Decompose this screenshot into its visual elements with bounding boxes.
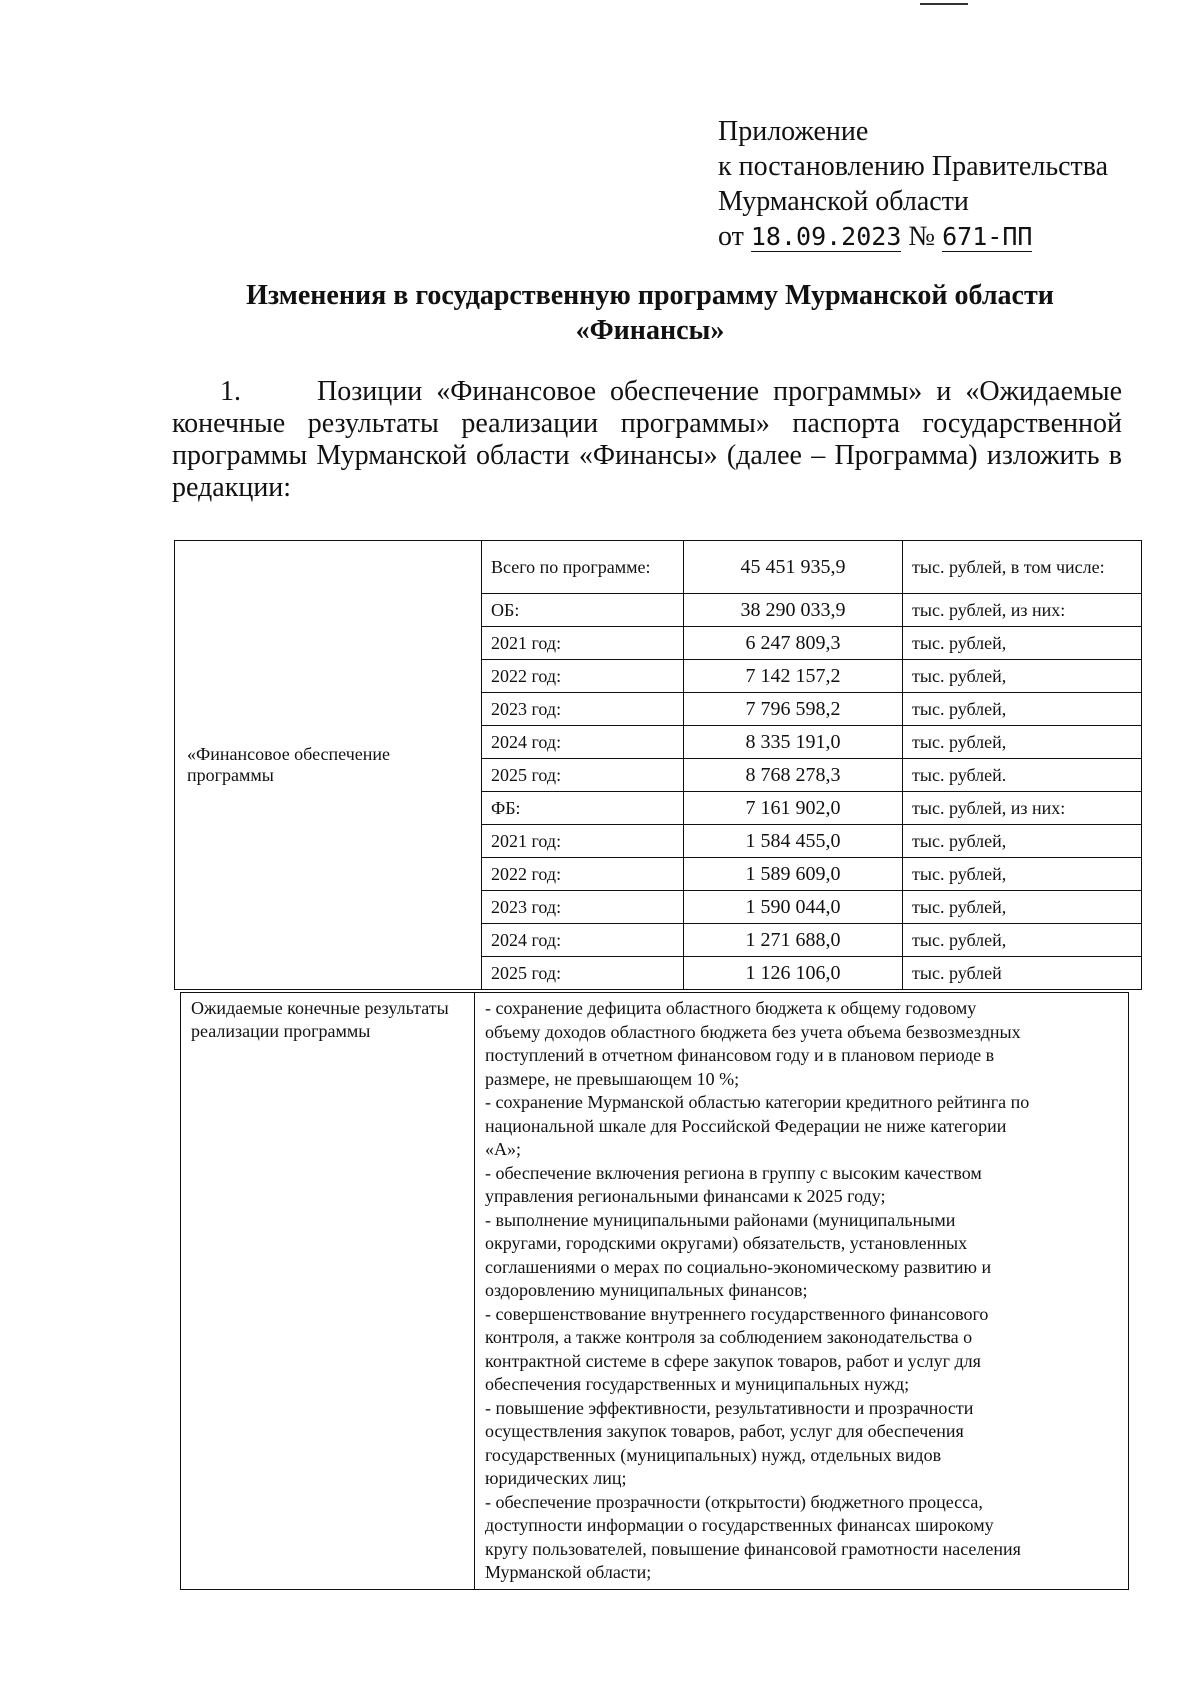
results-line: объему доходов областного бюджета без учета объема безвозмездных — [485, 1021, 1021, 1042]
finance-row-value: 6 247 809,3 — [684, 627, 903, 660]
number-sign: № — [908, 221, 936, 252]
paragraph-number: 1. — [220, 376, 241, 407]
results-line: обеспечения государственных и муниципальных нужд; — [485, 1374, 910, 1394]
results-table — [180, 992, 1129, 1590]
finance-row-name: 2021 год: — [482, 627, 684, 660]
title-line-2: «Финансы» — [575, 315, 725, 346]
finance-row-unit: тыс. рублей, — [903, 891, 1142, 924]
finance-row-unit: тыс. рублей, в том числе: — [903, 541, 1142, 594]
appendix-date: 18.09.2023 — [750, 222, 902, 251]
finance-row-name: 2023 год: — [482, 891, 684, 924]
finance-row-name: 2025 год: — [482, 957, 684, 990]
finance-row-name: ОБ: — [482, 594, 684, 627]
finance-row-name: 2022 год: — [482, 858, 684, 891]
finance-row-value: 7 796 598,2 — [684, 693, 903, 726]
results-line: юридических лиц; — [485, 1468, 627, 1488]
finance-row-name: 2024 год: — [482, 726, 684, 759]
results-line: - сохранение Мурманской областью категории кредитного рейтинга по — [485, 1092, 1030, 1112]
title-line-1: Изменения в государственную программу Мурманской области — [246, 280, 1054, 311]
results-line: соглашениями о мерах по социально-экономическому развитию и — [485, 1256, 992, 1277]
finance-row-name: 2025 год: — [482, 759, 684, 792]
results-line: Мурманской области; — [485, 1562, 652, 1582]
finance-row-unit: тыс. рублей, — [903, 693, 1142, 726]
results-text — [475, 993, 1129, 1590]
appendix-line-1: Приложение — [718, 116, 869, 147]
finance-row-name: 2021 год: — [482, 825, 684, 858]
appendix-block — [718, 114, 1108, 254]
results-line: контроля, а также контроля за соблюдением законодательства о — [485, 1327, 973, 1347]
results-line: оздоровлению муниципальных финансов; — [485, 1280, 808, 1300]
results-line: - выполнение муниципальными районами (муниципальными — [485, 1209, 956, 1230]
results-line: управления региональными финансами к 2025 году; — [485, 1186, 886, 1206]
results-line: «А»; — [485, 1139, 521, 1159]
results-line: размере, не превышающем 10 %; — [485, 1068, 740, 1089]
results-line: - обеспечение включения региона в группу с высоким качеством — [485, 1162, 982, 1183]
finance-table — [174, 540, 1142, 990]
results-line: округами, городскими округами) обязательств, установленных — [485, 1233, 968, 1253]
finance-row-value: 1 126 106,0 — [684, 957, 903, 990]
document-title — [170, 278, 1130, 348]
results-line: кругу пользователей, повышение финансовой грамотности населения — [485, 1538, 1021, 1559]
finance-row-unit: тыс. рублей, — [903, 825, 1142, 858]
finance-row-value: 1 590 044,0 — [684, 891, 903, 924]
results-line: - сохранение дефицита областного бюджета к общему годовому — [485, 998, 977, 1018]
finance-row-unit: тыс. рублей, — [903, 627, 1142, 660]
results-line: - обеспечение прозрачности (открытости) бюджетного процесса, — [485, 1491, 983, 1512]
results-line: государственных (муниципальных) нужд, отдельных видов — [485, 1444, 942, 1465]
finance-row-value: 38 290 033,9 — [684, 594, 903, 627]
results-line: - совершенствование внутреннего государственного финансового — [485, 1303, 989, 1324]
finance-row-value: 45 451 935,9 — [684, 541, 903, 594]
finance-row-name: 2024 год: — [482, 924, 684, 957]
finance-row-value: 7 161 902,0 — [684, 792, 903, 825]
finance-row-value: 8 768 278,3 — [684, 759, 903, 792]
paragraph-1 — [172, 376, 1122, 504]
finance-row-name: 2022 год: — [482, 660, 684, 693]
date-prefix: от — [718, 221, 744, 252]
results-line: осуществления закупок товаров, работ, услуг для обеспечения — [485, 1421, 964, 1441]
appendix-number: 671-ПП — [942, 222, 1033, 251]
finance-row-unit: тыс. рублей, из них: — [903, 594, 1142, 627]
results-line: поступлений в отчетном финансовом году и в плановом периоде в — [485, 1045, 995, 1065]
results-line: доступности информации о государственных финансах широкому — [485, 1515, 994, 1535]
results-row — [181, 993, 1129, 1590]
finance-row-name: Всего по программе: — [482, 541, 684, 594]
finance-row-value: 1 271 688,0 — [684, 924, 903, 957]
finance-label: «Финансовое обеспечение программы — [175, 541, 482, 990]
results-label: Ожидаемые конечные результаты реализации программы — [181, 993, 475, 1590]
finance-row-unit: тыс. рублей — [903, 957, 1142, 990]
finance-row-value: 7 142 157,2 — [684, 660, 903, 693]
finance-row-name: ФБ: — [482, 792, 684, 825]
finance-row — [175, 541, 1142, 594]
results-line: национальной шкале для Российской Федерации не ниже категории — [485, 1115, 1007, 1136]
finance-row-unit: тыс. рублей, — [903, 924, 1142, 957]
appendix-line-3: Мурманской области — [718, 186, 969, 217]
results-line: - повышение эффективности, результативности и прозрачности — [485, 1397, 974, 1418]
paragraph-text: Позиции «Финансовое обеспечение программы» и «Ожидаемые конечные результаты реализации программы» паспорта государственной программы Мурманской области «Финансы» (далее – Программа) изложить в редакции: — [172, 376, 1122, 503]
finance-row-value: 1 589 609,0 — [684, 858, 903, 891]
finance-row-name: 2023 год: — [482, 693, 684, 726]
finance-row-unit: тыс. рублей. — [903, 759, 1142, 792]
results-line: контрактной системе в сфере закупок товаров, работ и услуг для — [485, 1350, 981, 1371]
finance-row-value: 1 584 455,0 — [684, 825, 903, 858]
finance-row-unit: тыс. рублей, из них: — [903, 792, 1142, 825]
finance-row-unit: тыс. рублей, — [903, 858, 1142, 891]
finance-row-value: 8 335 191,0 — [684, 726, 903, 759]
finance-row-unit: тыс. рублей, — [903, 660, 1142, 693]
scan-mark — [920, 3, 968, 5]
finance-row-unit: тыс. рублей, — [903, 726, 1142, 759]
appendix-line-2: к постановлению Правительства — [718, 151, 1109, 182]
appendix-date-line — [718, 219, 1108, 254]
finance-table-body — [175, 541, 1142, 990]
